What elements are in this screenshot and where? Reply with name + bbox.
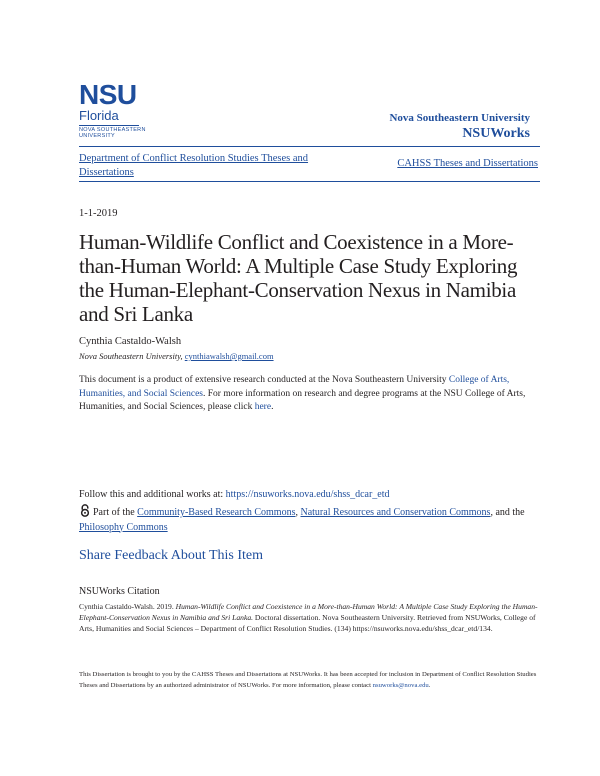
author-affiliation: [79, 351, 274, 361]
footer-end: .: [428, 681, 431, 689]
document-title: Human-Wildlife Conflict and Coexistence in a More-than-Human World: A Multiple Case Study Exploring the Human-Elephant-Conservation Nexus in Namibia and Sri Lanka: [79, 230, 518, 326]
footer-email-link[interactable]: nsuworks@nova.edu: [372, 681, 429, 689]
share-feedback-link[interactable]: Share Feedback About This Item: [79, 548, 264, 563]
publication-date: 1-1-2019: [79, 208, 118, 219]
part-of-sep-1: ,: [295, 507, 301, 518]
description-text-2: . For more information on research and degree programs at the NSU College of Arts, Humanities, and Social Sciences, please click: [79, 388, 526, 412]
author-name: Cynthia Castaldo-Walsh: [79, 336, 182, 347]
affiliation-separator: ,: [180, 351, 185, 361]
logo-rule: [79, 125, 139, 126]
open-access-icon: [79, 504, 91, 517]
philosophy-commons-link[interactable]: Philosophy Commons: [79, 521, 168, 533]
description-paragraph: [79, 374, 541, 415]
logo-university-text: UNIVERSITY: [79, 133, 116, 139]
citation-title: Human-Wildlife Conflict and Coexistence in a More-than-Human World: A Multiple Case Study Exploring the Human-Elephant-Conservation Nexus in Namibia and Sri Lanka.: [79, 602, 538, 622]
college-link[interactable]: College of Arts, Humanities, and Social Sciences: [79, 375, 510, 399]
description-text-3: .: [271, 402, 274, 412]
citation-text: [79, 601, 539, 634]
college-collection-link[interactable]: CAHSS Theses and Dissertations: [397, 158, 538, 169]
follow-url-link[interactable]: https://nsuworks.nova.edu/shss_dcar_etd: [225, 489, 390, 500]
logo-nova-southeastern-text: NOVA SOUTHEASTERN: [79, 127, 146, 133]
divider-bottom: [79, 181, 540, 182]
nsu-florida-logo[interactable]: [79, 79, 149, 139]
part-of-sep-2: , and the: [490, 507, 525, 518]
description-text-1: This document is a product of extensive research conducted at the Nova Southeastern University: [79, 375, 449, 385]
part-of-label: Part of the: [93, 507, 138, 518]
follow-line: [79, 488, 549, 502]
affiliation-name: Nova Southeastern University: [79, 351, 181, 361]
footer-notice: [79, 670, 539, 691]
footer-text: This Dissertation is brought to you by the CAHSS Theses and Dissertations at NSUWorks. It has been accepted for inclusion in Department of Conflict Resolution Studies Theses and Dissertations by an authorized administrator of NSUWorks. For more information, please contact: [79, 671, 537, 689]
author-email-link[interactable]: cynthiawalsh@gmail.com: [184, 351, 274, 361]
citation-heading: NSUWorks Citation: [79, 586, 160, 597]
institution-name[interactable]: Nova Southeastern University: [389, 112, 530, 124]
community-based-research-commons-link[interactable]: Community-Based Research Commons: [137, 507, 296, 518]
part-of-line: [79, 504, 549, 535]
here-link[interactable]: here: [254, 402, 272, 412]
repository-name[interactable]: NSUWorks: [462, 126, 530, 141]
institution-block: [389, 112, 530, 142]
divider-top: [79, 146, 540, 147]
department-collection-link[interactable]: Department of Conflict Resolution Studies Theses and Dissertations: [79, 153, 309, 178]
citation-author: Cynthia Castaldo-Walsh. 2019.: [79, 602, 176, 611]
logo-nsu-text: NSU: [79, 79, 137, 110]
logo-florida-text: Florida: [79, 108, 119, 123]
citation-rest: Doctoral dissertation. Nova Southeastern University. Retrieved from NSUWorks, College of Arts, Humanities and Social Sciences – Department of Conflict Resolution Studies. (134) https://nsuworks.nova.edu/shss_dcar_etd/134.: [79, 613, 536, 633]
follow-label: Follow this and additional works at:: [79, 489, 226, 500]
natural-resources-conservation-commons-link[interactable]: Natural Resources and Conservation Commons: [300, 507, 491, 518]
